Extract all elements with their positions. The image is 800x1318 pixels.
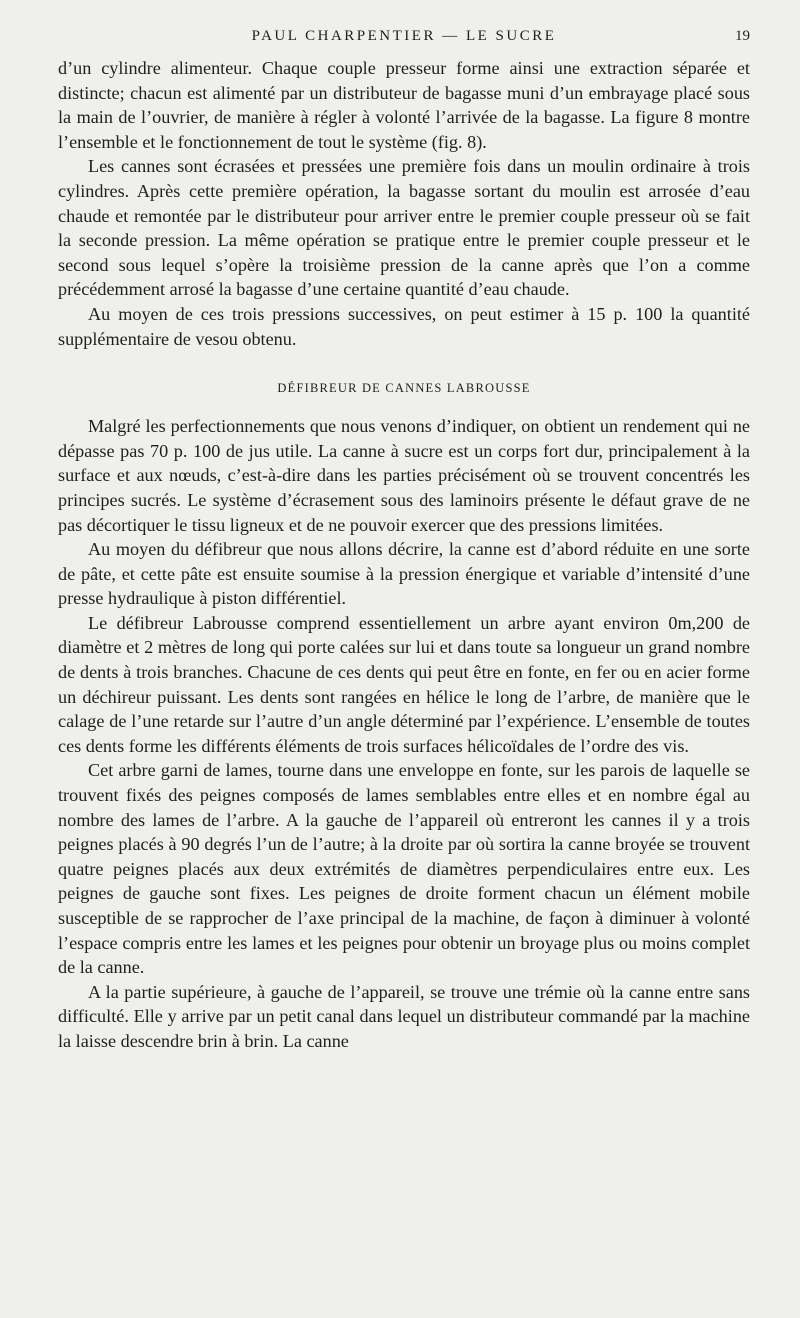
paragraph-8: A la partie supérieure, à gauche de l’appareil, se trouve une trémie où la canne entre sans difficulté. Elle y arrive par un petit canal dans lequel un distributeur commandé par la machine la laisse descendre brin à brin. La canne [58,981,750,1051]
section-heading: DÉFIBREUR DE CANNES LABROUSSE [277,381,531,396]
body-text [58,56,750,1054]
paragraph-2: Les cannes sont écrasées et pressées une première fois dans un moulin ordinaire à trois cylindres. Après cette première opération, la bagasse sortant du moulin est arrosée d’eau chaude et remontée par le distributeur pour arriver entre le premier couple presseur où se fait la seconde pression. La même opération se pratique entre le premier couple presseur et le second sous lequel s’opère la troisième pression de la canne après que l’on a comme précédemment arrosé la bagasse d’une certaine quantité d’eau chaude. [58,156,750,300]
running-title: PAUL CHARPENTIER — LE SUCRE [251,28,557,44]
page-number: 19 [735,28,750,44]
paragraph-7: Cet arbre garni de lames, tourne dans une enveloppe en fonte, sur les parois de laquelle se trouvent fixés des peignes composés de lames semblables entre elles et en nombre égal au nombre des lames de l’arbre. A la gauche de l’appareil où entreront les cannes il y a trois peignes placés à 90 degrés l’un de l’autre; à la droite par où sortira la canne broyée se trouvent quatre peignes placés aux deux extrémités de diamètres perpendiculaires entre eux. Les peignes de gauche sont fixes. Les peignes de droite forment chacun un élément mobile susceptible de se rapprocher de l’axe principal de la machine, de façon à diminuer à volonté l’espace compris entre les lames et les peignes pour obtenir un broyage plus ou moins complet de la canne. [58,760,750,978]
running-header [58,22,750,52]
paragraph-3: Au moyen de ces trois pressions successives, on peut estimer à 15 p. 100 la quantité supplémentaire de vesou obtenu. [58,303,750,349]
paragraph-1: d’un cylindre alimenteur. Chaque couple presseur forme ainsi une extraction séparée et distincte; chacun est alimenté par un distributeur de bagasse muni d’un embrayage placé sous la main de l’ouvrier, de manière à régler à volonté l’arrivée de la bagasse. La figure 8 montre l’ensemble et le fonctionnement de tout le système (fig. 8). [58,58,750,152]
paragraph-4: Malgré les perfectionnements que nous venons d’indiquer, on obtient un rendement qui ne dépasse pas 70 p. 100 de jus utile. La canne à sucre est un corps fort dur, principalement à la surface et aux nœuds, c’est-à-dire dans les parties précisément où se trouvent concentrés les principes sucrés. Le système d’écrasement sous des laminoirs présente le défaut grave de ne pas décortiquer le tissu ligneux et de ne pouvoir exercer que des pressions limitées. [58,416,750,535]
paragraph-6: Le défibreur Labrousse comprend essentiellement un arbre ayant environ 0m,200 de diamètre et 2 mètres de long qui porte calées sur lui et dans toute sa longueur un grand nombre de dents à trois branches. Chacune de ces dents qui peut être en fonte, en fer ou en acier forme un déchireur puissant. Les dents sont rangées en hélice le long de l’arbre, de manière que le calage de l’une retarde sur l’autre d’un angle déterminé par l’expérience. L’ensemble de toutes ces dents forme les différents éléments de trois surfaces hélicoïdales de l’ordre des vis. [58,612,750,756]
paragraph-5: Au moyen du défibreur que nous allons décrire, la canne est d’abord réduite en une sorte de pâte, et cette pâte est ensuite soumise à la pression énergique et variable d’intensité d’une presse hydraulique à piston différentiel. [58,539,750,609]
